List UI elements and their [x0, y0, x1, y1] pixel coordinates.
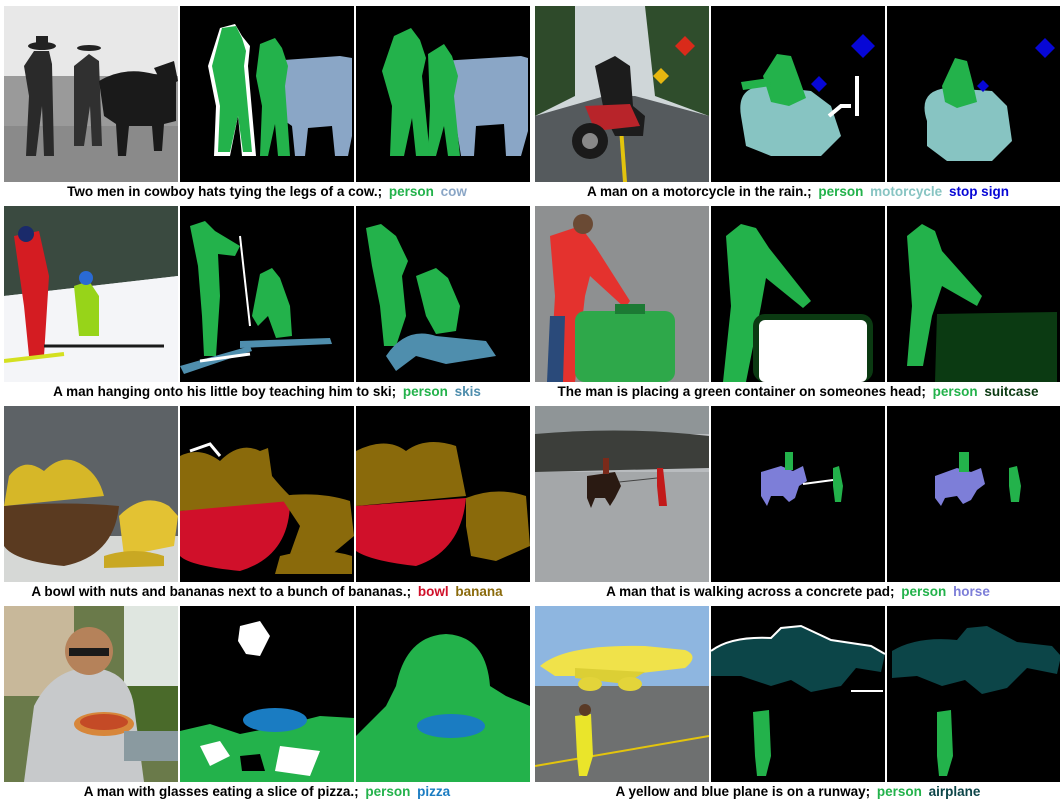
- caption-text: A bowl with nuts and bananas next to a bunch of bananas.;: [31, 584, 412, 599]
- figure-panel-pizza: [4, 606, 530, 803]
- figure-panel-ski: [4, 206, 530, 403]
- mask-cowboys-b: [356, 6, 530, 182]
- mask-horse-a: [711, 406, 885, 582]
- label-motorcycle: motorcycle: [870, 184, 943, 199]
- label-skis: skis: [454, 384, 481, 399]
- mask-motorcycle-b: [887, 6, 1060, 182]
- photo-cowboys: [4, 6, 178, 182]
- label-horse: horse: [953, 584, 990, 599]
- mask-motorcycle-a: [711, 6, 885, 182]
- figure-panel-airplane: [535, 606, 1060, 803]
- mask-suitcase-b: [887, 206, 1060, 382]
- label-bowl: bowl: [417, 584, 449, 599]
- label-pizza: pizza: [417, 784, 451, 799]
- mask-airplane-a: [711, 606, 885, 782]
- caption-text: A man that is walking across a concrete pad;: [606, 584, 895, 599]
- label-airplane: airplane: [928, 784, 981, 799]
- photo-bananas: [4, 406, 178, 582]
- label-cow: cow: [440, 184, 467, 199]
- label-person: person: [402, 384, 448, 399]
- mask-airplane-b: [887, 606, 1060, 782]
- figure-panel-bananas: [4, 406, 530, 603]
- caption: [4, 584, 530, 599]
- mask-pizza-b: [356, 606, 530, 782]
- photo-pizza: [4, 606, 178, 782]
- label-person: person: [388, 184, 434, 199]
- label-suitcase: suitcase: [984, 384, 1039, 399]
- caption: [535, 384, 1060, 399]
- mask-cowboys-a: [180, 6, 354, 182]
- label-person: person: [818, 184, 864, 199]
- caption: [4, 184, 530, 199]
- photo-horse: [535, 406, 709, 582]
- figure-panel-motorcycle: [535, 6, 1060, 203]
- photo-ski: [4, 206, 178, 382]
- caption: [535, 784, 1060, 799]
- mask-bananas-a: [180, 406, 354, 582]
- photo-motorcycle: [535, 6, 709, 182]
- caption-text: A man on a motorcycle in the rain.;: [587, 184, 812, 199]
- label-person: person: [901, 584, 947, 599]
- label-person: person: [876, 784, 922, 799]
- mask-suitcase-a: [711, 206, 885, 382]
- label-person: person: [932, 384, 978, 399]
- caption: [4, 784, 530, 799]
- mask-ski-b: [356, 206, 530, 382]
- figure-panel-suitcase: [535, 206, 1060, 403]
- caption: [535, 184, 1060, 199]
- photo-suitcase: [535, 206, 709, 382]
- caption-text: A yellow and blue plane is on a runway;: [615, 784, 871, 799]
- figure-panel-horse: [535, 406, 1060, 603]
- caption-text: Two men in cowboy hats tying the legs of a cow.;: [67, 184, 383, 199]
- mask-bananas-b: [356, 406, 530, 582]
- figure-panel-cowboys: [4, 6, 530, 203]
- caption: [535, 584, 1060, 599]
- mask-ski-a: [180, 206, 354, 382]
- label-stop-sign: stop sign: [948, 184, 1009, 199]
- mask-pizza-a: [180, 606, 354, 782]
- photo-airplane: [535, 606, 709, 782]
- label-person: person: [365, 784, 411, 799]
- caption-text: The man is placing a green container on someones head;: [557, 384, 926, 399]
- caption: [4, 384, 530, 399]
- label-banana: banana: [455, 584, 503, 599]
- caption-text: A man with glasses eating a slice of pizza.;: [83, 784, 359, 799]
- caption-text: A man hanging onto his little boy teaching him to ski;: [53, 384, 397, 399]
- mask-horse-b: [887, 406, 1060, 582]
